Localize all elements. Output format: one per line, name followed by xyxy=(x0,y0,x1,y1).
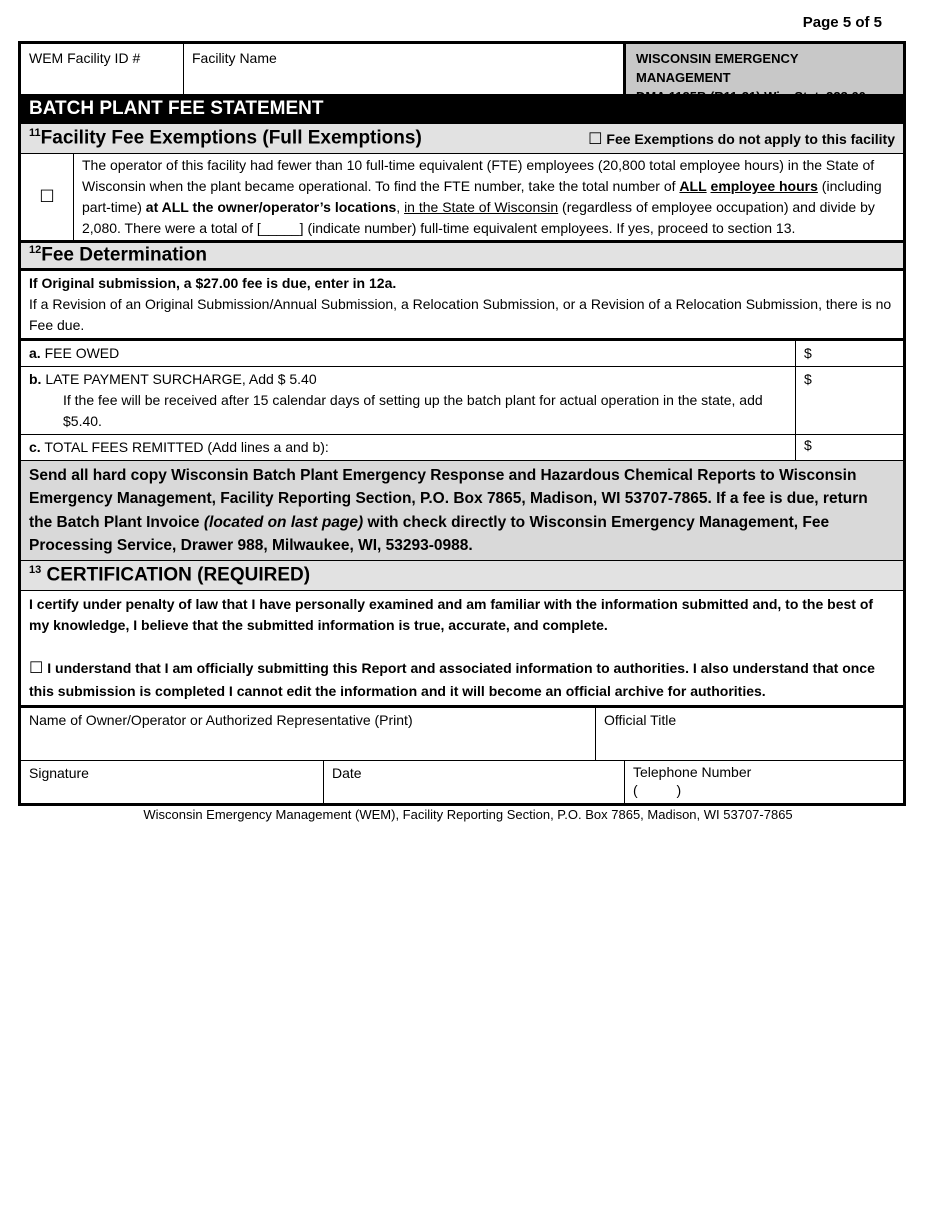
total-fees-input[interactable]: $ xyxy=(795,435,903,460)
representative-name-label: Name of Owner/Operator or Authorized Representative (Print) xyxy=(29,712,413,728)
total-fees-row xyxy=(21,435,903,461)
late-surcharge-detail: If the fee will be received after 15 calendar days of setting up the batch plant for actual operation in the state, add $5.40. xyxy=(63,392,763,429)
certify-statement: I certify under penalty of law that I have personally examined and am familiar with the information submitted and, to the best of my knowledge, I believe that the submitted information is true, accurate, and complete. xyxy=(29,596,874,633)
telephone-area-code: ( ) xyxy=(633,782,682,799)
signature-label: Signature xyxy=(29,765,89,781)
late-surcharge-input[interactable]: $ xyxy=(795,367,903,434)
total-fees-label: c. TOTAL FEES REMITTED (Add lines a and b): xyxy=(29,439,329,455)
form-header xyxy=(21,44,903,104)
fee-owed-label: a. FEE OWED xyxy=(29,345,120,361)
fte-exemption-text: The operator of this facility had fewer than 10 full-time equivalent (FTE) employees (20,800 total employee hours) in the State of Wisconsin when the plant became operational. To find the FTE number, take the total number of ALL employee hours (including part-time) at ALL the owner/operator’s locations, in the State of Wisconsin (regardless of employee occupation) and divide by 2,080. There were a total of [_____] (indicate number) full-time equivalent employees. If yes, proceed to section 13. xyxy=(73,154,903,240)
telephone-field[interactable] xyxy=(624,761,903,803)
certification-text xyxy=(21,591,903,708)
section-11-title: $^{11}$Facility Fee Exemptions (Full Exemptions) xyxy=(29,127,422,149)
revision-instruction: If a Revision of an Original Submission/Annual Submission, a Relocation Submission, or a Revision of a Relocation Submission, there is no Fee due. xyxy=(29,296,892,333)
facility-id-label: WEM Facility ID # xyxy=(29,50,141,66)
exemption-not-apply-checkbox[interactable]: ☐ Fee Exemptions do not apply to this facility xyxy=(588,130,895,148)
name-title-row xyxy=(21,708,903,761)
late-surcharge-label: b. LATE PAYMENT SURCHARGE, Add $ 5.40 If the fee will be received after 15 calendar days of setting up the batch plant for actual operation in the state, add $5.40. xyxy=(21,367,795,434)
checkbox-icon: ☐ xyxy=(29,660,44,677)
facility-id-field[interactable] xyxy=(21,44,183,94)
section-11-body xyxy=(21,154,903,241)
official-title-field[interactable] xyxy=(595,708,903,760)
signature-field[interactable] xyxy=(21,761,323,803)
form-number: DMA 1125B (R11-21) Wis. Stat. 323.60 xyxy=(636,88,866,104)
fee-instructions xyxy=(21,271,903,341)
agency-name: WISCONSIN EMERGENCY MANAGEMENT xyxy=(636,51,799,85)
official-title-label: Official Title xyxy=(604,712,677,728)
date-label: Date xyxy=(332,765,362,781)
facility-name-label: Facility Name xyxy=(192,50,277,66)
checkbox-icon: ☐ xyxy=(39,187,55,206)
late-surcharge-row xyxy=(21,367,903,435)
fte-exemption-checkbox[interactable] xyxy=(21,154,73,240)
mailing-notice: Send all hard copy Wisconsin Batch Plant Emergency Response and Hazardous Chemical Reports to Wisconsin Emergency Management, Facility Reporting Section, P.O. Box 7865, Madison, WI 53707-7865. If a fee is due, return the Batch Plant Invoice (located on last page) with check directly to Wisconsin Emergency Management, Fee Processing Service, Drawer 988, Milwaukee, WI, 53293-0988. xyxy=(21,461,903,561)
section-12-header xyxy=(21,241,903,271)
agency-block xyxy=(623,44,903,104)
representative-name-field[interactable] xyxy=(21,708,595,760)
form-title: BATCH PLANT FEE STATEMENT xyxy=(21,94,903,124)
section-13-header xyxy=(21,561,903,591)
section-13-title: $^{13}$ CERTIFICATION (REQUIRED) xyxy=(29,564,311,586)
original-fee-instruction: If Original submission, a $27.00 fee is due, enter in 12a. xyxy=(29,275,397,291)
fee-statement-form xyxy=(18,41,906,806)
page-footer: Wisconsin Emergency Management (WEM), Facility Reporting Section, P.O. Box 7865, Madison, WI 53707-7865 xyxy=(143,807,793,822)
page-number: Page 5 of 5 xyxy=(802,14,882,31)
checkbox-icon: ☐ xyxy=(588,130,603,148)
date-field[interactable] xyxy=(323,761,624,803)
understand-checkbox[interactable]: ☐ I understand that I am officially submitting this Report and associated information to authorities. I also understand that once this submission is completed I cannot edit the information and it will become an official archive for authorities. xyxy=(29,660,875,699)
telephone-label: Telephone Number xyxy=(633,764,752,780)
section-12-title: $^{12}$Fee Determination xyxy=(29,244,208,266)
fee-owed-input[interactable]: $ xyxy=(795,341,903,366)
section-11-header xyxy=(21,124,903,154)
fee-owed-row xyxy=(21,341,903,367)
signature-row xyxy=(21,761,903,803)
facility-name-field[interactable] xyxy=(183,44,623,94)
